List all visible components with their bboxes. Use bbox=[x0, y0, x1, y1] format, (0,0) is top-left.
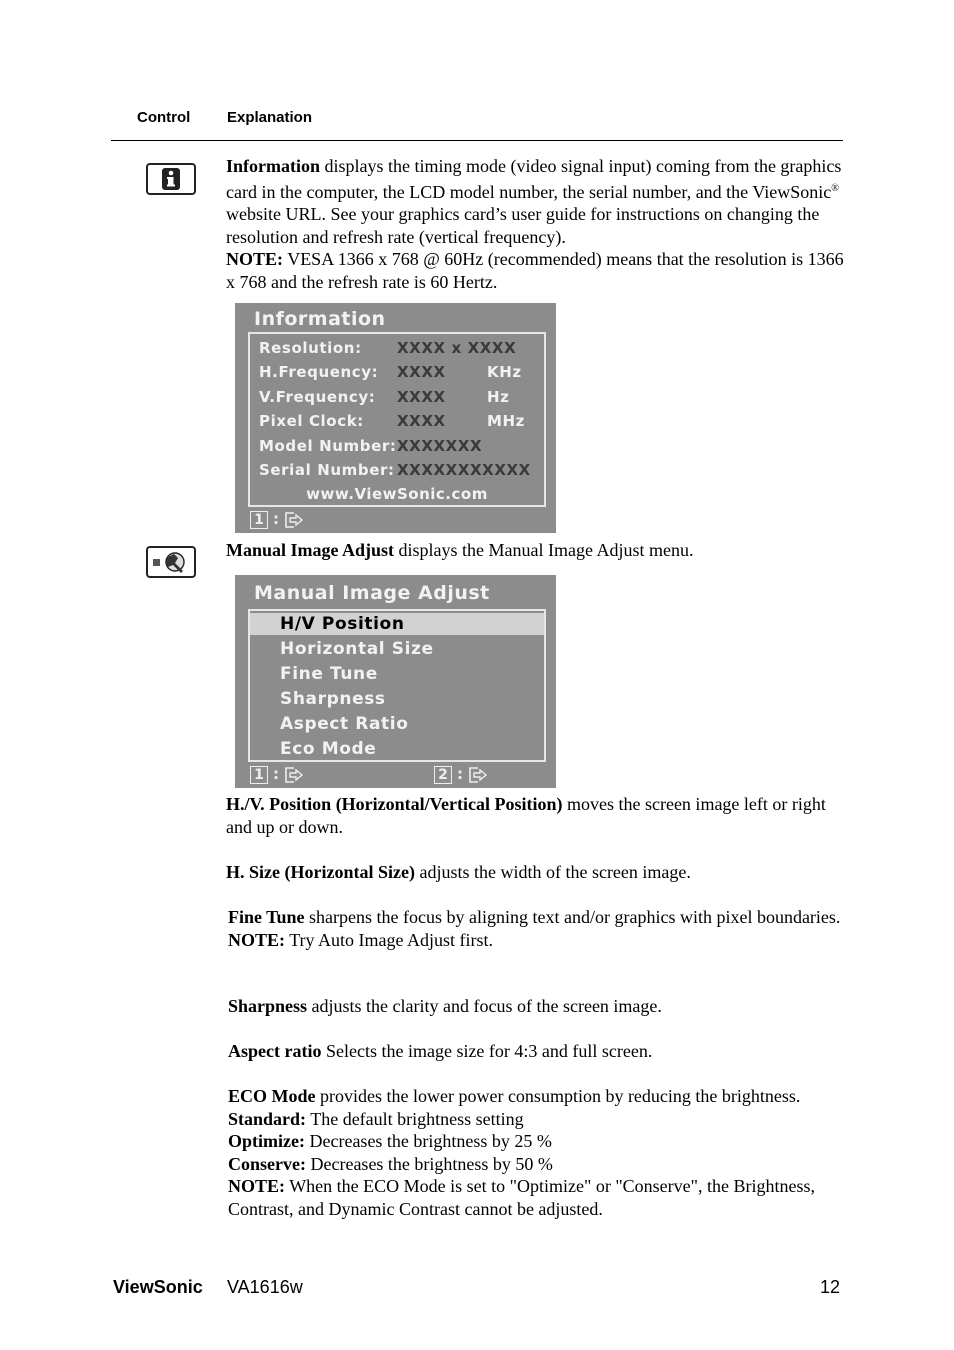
osd-url: www.ViewSonic.com bbox=[306, 485, 488, 503]
osd-menu-panel bbox=[248, 609, 546, 762]
info-icon bbox=[146, 163, 196, 195]
osd-colon: : bbox=[273, 510, 279, 528]
page-number: 12 bbox=[820, 1277, 841, 1297]
osd-menu-item-horizontal-size[interactable]: Horizontal Size bbox=[280, 639, 434, 659]
osd-menu-item-hv-position[interactable]: H/V Position bbox=[250, 613, 544, 635]
osd-menu-item-aspect-ratio[interactable]: Aspect Ratio bbox=[280, 714, 409, 734]
eco-mode-description: ECO Mode provides the lower power consumption by reducing the brightness. Standard: The default brightness setting Optimize: Decreases the brightness by 25 % Conserve: Decreases the brightness by 50 % NOTE: When the ECO Mode is set to "Optimize" or "Conserve", the Brightness, Contrast, and Dynamic Contrast cannot be adjusted. bbox=[228, 1086, 815, 1219]
information-term: Information bbox=[226, 156, 320, 176]
osd-colon: : bbox=[273, 765, 279, 783]
osd-menu-item-sharpness[interactable]: Sharpness bbox=[280, 689, 386, 709]
exit-icon bbox=[284, 766, 304, 784]
information-description: Information displays the timing mode (video signal input) coming from the graphics card in the computer, the LCD model number, the serial number, and the ViewSonic® website URL. See your graphics card’s user guide for instructions on changing the resolution and refresh rate (vertical frequency). NOTE: VESA 1366 x 768 @ 60Hz (recommended) means that the resolution is 1366 x 768 and the refresh rate is 60 Hertz. bbox=[226, 156, 844, 292]
osd-title: Manual Image Adjust bbox=[254, 582, 490, 604]
sharpness-description: Sharpness adjusts the clarity and focus of the screen image. bbox=[228, 996, 662, 1016]
column-header-explanation: Explanation bbox=[227, 109, 313, 126]
osd-info-panel: Resolution: XXXX x XXXX H.Frequency: XXXX KHz V.Frequency: XXXX Hz Pixel Clock: XXXX MHz Model Number: XXXXXXX Serial Number: XXXXXXXXXXX www.ViewSonic.com bbox=[248, 332, 546, 507]
osd-title: Information bbox=[254, 308, 386, 330]
footer-model: VA1616w bbox=[227, 1277, 303, 1297]
information-note-label: NOTE: bbox=[226, 249, 284, 269]
manual-term: Manual Image Adjust bbox=[226, 540, 395, 560]
osd-key-1: 1 bbox=[250, 766, 268, 784]
hv-position-description: H./V. Position (Horizontal/Vertical Position) moves the screen image left or right and up or down. bbox=[226, 794, 826, 837]
manual-image-adjust-osd-screenshot bbox=[235, 575, 556, 788]
exit-icon bbox=[284, 511, 304, 529]
osd-colon: : bbox=[457, 765, 463, 783]
column-header-control: Control bbox=[137, 109, 191, 126]
enter-icon bbox=[468, 766, 488, 784]
aspect-ratio-description: Aspect ratio Selects the image size for 4:3 and full screen. bbox=[228, 1041, 653, 1061]
osd-key-2: 2 bbox=[434, 766, 452, 784]
osd-key-1: 1 bbox=[250, 511, 268, 529]
osd-menu-item-fine-tune[interactable]: Fine Tune bbox=[280, 664, 378, 684]
horizontal-size-description: H. Size (Horizontal Size) adjusts the width of the screen image. bbox=[226, 862, 691, 882]
header-divider bbox=[111, 140, 843, 141]
manual-image-adjust-description: Manual Image Adjust displays the Manual Image Adjust menu. bbox=[226, 540, 694, 560]
footer-brand: ViewSonic bbox=[113, 1277, 203, 1297]
fine-tune-description: Fine Tune sharpens the focus by aligning text and/or graphics with pixel boundaries. NOTE: Try Auto Image Adjust first. bbox=[228, 907, 841, 950]
information-osd-screenshot bbox=[235, 303, 556, 533]
osd-menu-item-eco-mode[interactable]: Eco Mode bbox=[280, 739, 377, 759]
wrench-icon bbox=[146, 546, 196, 578]
